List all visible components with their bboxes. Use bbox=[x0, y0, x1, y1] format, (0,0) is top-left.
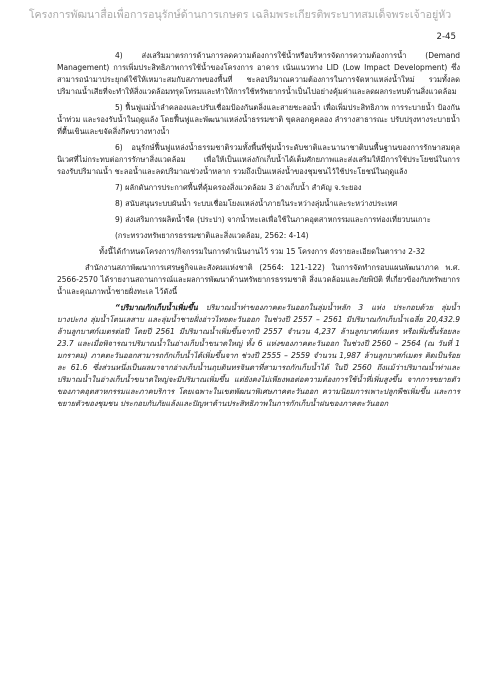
paragraph-river-restoration: 5) ฟื้นฟูแม่น้ำลำคลองและปรับเชื่อมป้องกันตลิ่งและสายชะลอน้ำ เพื่อเพิ่มประสิทธิภาพ การระบายน้ำ ป้องกันน้ำท่วม และรองรับน้ำในฤดูแล้ง โดยฟื้นฟูและพัฒนาแหล่งน้ำธรรมชาติ ขุดลอกคูคลอง ลำรางสาธารณะ ปรับปรุงทางระบายน้ำที่ตื้นเขินและขจัดสิ่งกีดขวางทางน้ำ bbox=[57, 103, 460, 136]
water-storage-text: ปริมาณน้ำท่าของภาคตะวันออกในลุ่มน้ำหลัก 3 แห่ง ประกอบด้วย ลุ่มน้ำบางปะกง ลุ่มน้ำโตนเลสาบ และลุ่มน้ำชายฝั่งอ่าวไทยตะวันออก ในช่วงปี 2557 – 2561 มีปริมาณกักเก็บน้ำเฉลี่ย 20,432.9 ล้านลูกบาศก์เมตรต่อปี โดยปี 2561 มีปริมาณน้ำเพิ่มขึ้นจากปี 2557 จำนวน 4,237 ล้านลูกบาศก์เมตร หรือเพิ่มขึ้นร้อยละ 23.7 และเมื่อพิจารณาปริมาณน้ำในอ่างเก็บน้ำขนาดใหญ่ ทั้ง 6 แห่งของภาคตะวันออก ในช่วงปี 2560 – 2564 (ณ วันที่ 1 มกราคม) ภาคตะวันออกสามารถกักเก็บน้ำได้เพิ่มขึ้นจาก ช่วงปี 2555 – 2559 จำนวน 1,987 ล้านลูกบาศก์เมตร คิดเป็นร้อยละ 61.6 ซึ่งส่วนหนึ่งเป็นผลมาจากอ่างเก็บน้ำนฤบดินทรจินดาที่สามารถกักเก็บน้ำได้ ในปี 2560 ถึงแม้ว่าปริมาณน้ำท่าและปริมาณน้ำในอ่างเก็บน้ำขนาดใหญ่จะมีปริมาณเพิ่มขึ้น แต่ยังคงไม่เพียงพอต่อความต้องการใช้น้ำที่เพิ่มสูงขึ้น จากการขยายตัวของภาคอุตสาหกรรมและภาคบริการ โดยเฉพาะในเขตพัฒนาพิเศษภาคตะวันออก ความนิยมการเพาะปลูกพืชเพิ่มขึ้น และการขยายตัวของชุมชน ประกอบกับภัยแล้งและปัญหาด้านประสิทธิภาพในการกักเก็บน้ำฝนของภาคตะวันออก bbox=[57, 303, 460, 408]
paragraph-water-diversion: 8) สนับสนุนระบบผันน้ำ ระบบเชื่อมโยงแหล่งน้ำภายในระหว่างลุ่มน้ำและระหว่างประเทศ bbox=[115, 199, 398, 208]
paragraph-water-storage bbox=[57, 302, 460, 410]
paragraph-wetland-conservation: 6) อนุรักษ์ฟื้นฟูแหล่งน้ำธรรมชาติรวมทั้งพื้นที่ชุ่มน้ำระดับชาติและนานาชาติบนพื้นฐานของการรักษาสมดุลนิเวศที่ไม่กระทบต่อการรักษาสิ่งแวดล้อม เพื่อให้เป็นแหล่งกักเก็บน้ำได้เต็มศักยภาพและส่งเสริมให้มีการใช้ประโยชน์ในการรองรับปริมาณน้ำ ชะลอน้ำและลดปริมาณช่วงน้ำหลาก รวมถึงเป็นแหล่งน้ำของชุมชนไว้ใช้ประโยชน์ในฤดูแล้ง bbox=[57, 143, 460, 176]
page-number: 2-45 bbox=[436, 32, 456, 42]
paragraph-nesdc: สำนักงานสภาพัฒนาการเศรษฐกิจและสังคมแห่งชาติ (2564: 121-122) ในการจัดทำกรอบแผนพัฒนาภาค พ.ศ. 2566-2570 ได้รายงานสถานการณ์และผลการพัฒนาด้านทรัพยากรธรรมชาติ สิ่งแวดล้อมและภัยพิบัติ ที่เกี่ยวข้องกับทรัพยากรน้ำและคุณภาพน้ำชายฝั่งทะเล ไว้ดังนี้ bbox=[57, 263, 460, 296]
document-header: โครงการพัฒนาสื่อเพื่อการอนุรักษ์ด้านการเกษตร เฉลิมพระเกียรติพระบาทสมเด็จพระเจ้าอยู่หัว bbox=[28, 9, 452, 21]
document-body bbox=[57, 50, 460, 414]
paragraph-desalination: 9) ส่งเสริมการผลิตน้ำจืด (ประปา) จากน้ำทะเลเพื่อใช้ในภาคอุตสาหกรรมและการท่องเที่ยวบนเกาะ bbox=[115, 215, 431, 224]
paragraph-project-total: ทั้งนี้ได้กำหนดโครงการ/กิจกรรมในการดำเนินงานไว้ รวม 15 โครงการ ดังรายละเอียดในตาราง 2-32 bbox=[99, 247, 426, 256]
water-storage-heading: “ปริมาณกักเก็บน้ำเพิ่มขึ้น bbox=[115, 303, 198, 312]
paragraph-protected-reservoirs: 7) ผลักดันการประกาศพื้นที่คุ้มครองสิ่งแวดล้อม 3 อ่างเก็บน้ำ สำคัญ จ.ระยอง bbox=[115, 183, 362, 192]
source-citation: (กระทรวงทรัพยากรธรรมชาติและสิ่งแวดล้อม, 2562: 4-14) bbox=[115, 231, 309, 240]
paragraph-demand-management: 4) ส่งเสริมมาตรการด้านการลดความต้องการใช้น้ำหรือบริหารจัดการความต้องการน้ำ (Demand Management) การเพิ่มประสิทธิภาพการใช้น้ำของโครงการ อาคาร เน้นแนวทาง LID (Low Impact Development) ซึ่งสามารถนำมาประยุกต์ใช้ให้เหมาะสมกับสภาพของพื้นที่ ชะลอปริมาณความต้องการในการจัดหาแหล่งน้ำใหม่ รวมทั้งลดปริมาณน้ำเสียที่จะทำให้สิ่งแวดล้อมทรุดโทรมและทำให้การใช้ทรัพยากรน้ำเป็นไปอย่างคุ้มค่าและลดผลกระทบด้านสิ่งแวดล้อม bbox=[57, 51, 460, 96]
